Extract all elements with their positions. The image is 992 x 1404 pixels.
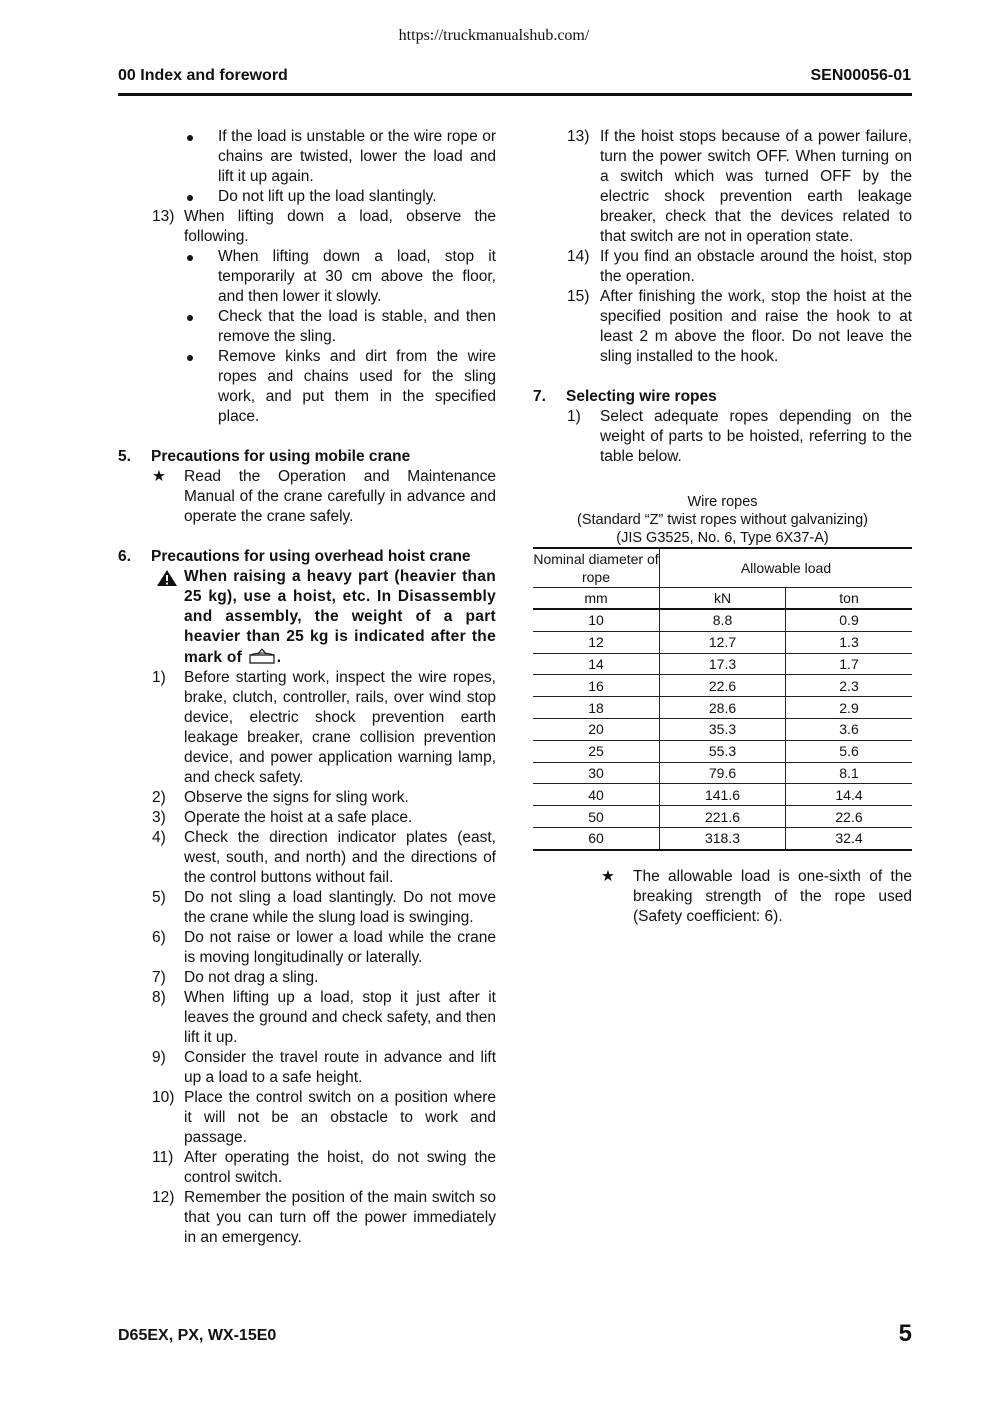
cell-ton: 3.6: [786, 718, 913, 740]
warning-item: [118, 567, 496, 668]
source-url: https://truckmanualshub.com/: [398, 27, 590, 44]
cell-ton: 22.6: [786, 806, 913, 828]
table-row: [533, 697, 912, 719]
page-number: 5: [898, 1320, 912, 1347]
table-row: [533, 609, 912, 631]
section-heading-5: [118, 447, 496, 467]
item-text: Place the control switch on a position where it will not be an obstacle to work and passage.: [184, 1089, 496, 1146]
item-number: 10): [152, 1089, 175, 1106]
item-text: If the hoist stops because of a power failure, turn the power switch OFF. When turning on a switch which was turned OFF by the electric shock prevention earth leakage breaker, check that the devices related to that switch are not in operation state.: [600, 128, 912, 245]
numbered-item: [533, 287, 912, 367]
numbered-item: [118, 1088, 496, 1148]
right-column: [533, 127, 912, 927]
table-row: [533, 784, 912, 806]
cell-kn: 141.6: [660, 784, 786, 806]
weight-mark-icon: [247, 647, 277, 665]
section-number: 7.: [533, 388, 546, 405]
left-column: [118, 127, 496, 1248]
list-item-text: When lifting down a load, stop it temporarily at 30 cm above the floor, and then lower it slowly.: [218, 248, 496, 305]
item-text: When lifting down a load, observe the following.: [184, 208, 496, 245]
cell-kn: 35.3: [660, 718, 786, 740]
numbered-item: [118, 888, 496, 928]
bullet-dot: [186, 187, 193, 207]
note-item: [118, 467, 496, 527]
cell-kn: 28.6: [660, 697, 786, 719]
cell-ton: 2.3: [786, 675, 913, 697]
list-item: [118, 247, 496, 307]
item-text: Do not sling a load slantingly. Do not move the crane while the slung load is swinging.: [184, 889, 496, 926]
cell-kn: 22.6: [660, 675, 786, 697]
warning-text-end: .: [276, 649, 282, 666]
section-title: Selecting wire ropes: [566, 388, 717, 405]
item-number: 6): [152, 929, 166, 946]
table-caption-line: (JIS G3525, No. 6, Type 6X37-A): [616, 530, 829, 546]
numbered-item: [533, 127, 912, 247]
bullet-dot: [186, 127, 193, 147]
item-text: When lifting up a load, stop it just after it leaves the ground and check safety, and then lift it up.: [184, 989, 496, 1046]
list-item-text: Do not lift up the load slantingly.: [218, 188, 437, 205]
item-text: Operate the hoist at a safe place.: [184, 809, 413, 826]
cell-ton: 0.9: [786, 609, 913, 631]
numbered-item: [118, 988, 496, 1048]
table-row: [533, 762, 912, 784]
cell-kn: 17.3: [660, 653, 786, 675]
numbered-item: [118, 1188, 496, 1248]
list-item-text: Remove kinks and dirt from the wire ropes and chains used for the sling work, and put them in the specified place.: [218, 348, 496, 425]
numbered-item: [118, 1048, 496, 1088]
item-number: 13): [152, 208, 175, 225]
table-row: [533, 740, 912, 762]
cell-diameter: 60: [533, 827, 660, 849]
cell-diameter: 10: [533, 609, 660, 631]
item-number: 9): [152, 1049, 166, 1066]
cell-kn: 55.3: [660, 740, 786, 762]
section-number: 5.: [118, 448, 131, 465]
cell-diameter: 16: [533, 675, 660, 697]
cell-diameter: 18: [533, 697, 660, 719]
item-text: Check the direction indicator plates (east, west, south, and north) and the directions of the control buttons without fail.: [184, 829, 496, 886]
numbered-item: [118, 1148, 496, 1188]
bullet-dot: [186, 307, 193, 327]
cell-ton: 1.3: [786, 631, 913, 653]
item-text: If you find an obstacle around the hoist, stop the operation.: [600, 248, 912, 285]
table-row: [533, 631, 912, 653]
list-item: [118, 127, 496, 187]
cell-diameter: 12: [533, 631, 660, 653]
numbered-item: [118, 207, 496, 247]
item-number: 11): [152, 1149, 174, 1166]
item-number: 1): [152, 669, 166, 686]
item-text: After operating the hoist, do not swing the control switch.: [184, 1149, 496, 1186]
item-text: Observe the signs for sling work.: [184, 789, 409, 806]
item-number: 15): [567, 288, 590, 305]
note-text: The allowable load is one-sixth of the breaking strength of the rope used (Safety coefficient: 6).: [633, 867, 912, 925]
cell-ton: 32.4: [786, 827, 913, 849]
section-title: Precautions for using mobile crane: [151, 448, 411, 465]
item-number: 8): [152, 989, 166, 1006]
cell-kn: 12.7: [660, 631, 786, 653]
cell-diameter: 25: [533, 740, 660, 762]
item-number: 3): [152, 809, 166, 826]
table-row: [533, 653, 912, 675]
item-text: Select adequate ropes depending on the weight of parts to be hoisted, referring to the table below.: [600, 408, 912, 465]
item-number: 5): [152, 889, 166, 906]
list-item: [118, 307, 496, 347]
section-heading-6: [118, 547, 496, 567]
list-item: [118, 187, 496, 207]
unit-ton: ton: [786, 588, 913, 610]
unit-kn: kN: [660, 588, 786, 610]
cell-diameter: 30: [533, 762, 660, 784]
item-number: 12): [152, 1189, 175, 1206]
cell-diameter: 50: [533, 806, 660, 828]
table-row: [533, 827, 912, 849]
item-number: 13): [567, 128, 590, 145]
table-header-row: [533, 548, 912, 588]
item-text: Do not raise or lower a load while the crane is moving longitudinally or laterally.: [184, 929, 496, 966]
item-number: 1): [567, 408, 581, 425]
section-title: Precautions for using overhead hoist crane: [151, 548, 471, 565]
numbered-item: [118, 668, 496, 788]
note-text: Read the Operation and Maintenance Manual of the crane carefully in advance and operate the crane safely.: [184, 468, 496, 525]
table-note: [533, 867, 912, 927]
numbered-item: [118, 928, 496, 968]
cell-ton: 14.4: [786, 784, 913, 806]
cell-ton: 8.1: [786, 762, 913, 784]
list-item-text: Check that the load is stable, and then remove the sling.: [218, 308, 496, 345]
numbered-item: [533, 407, 912, 467]
cell-ton: 2.9: [786, 697, 913, 719]
item-number: 14): [567, 248, 590, 265]
list-item-text: If the load is unstable or the wire rope or chains are twisted, lower the load and lift it up again.: [218, 128, 496, 185]
table-row: [533, 806, 912, 828]
bullet-dot: [186, 247, 193, 267]
item-text: Consider the travel route in advance and lift up a load to a safe height.: [184, 1049, 496, 1086]
item-number: 4): [152, 829, 166, 846]
table-caption-line: Wire ropes: [687, 494, 758, 510]
header-doc-number: SEN00056-01: [810, 67, 911, 84]
item-number: 2): [152, 789, 166, 806]
cell-diameter: 20: [533, 718, 660, 740]
table-unit-row: [533, 588, 912, 610]
bullet-dot: [186, 347, 193, 367]
cell-kn: 318.3: [660, 827, 786, 849]
numbered-item: [118, 828, 496, 888]
wire-rope-table: [533, 547, 912, 851]
cell-kn: 8.8: [660, 609, 786, 631]
item-text: Remember the position of the main switch so that you can turn off the power immediately in an emergency.: [184, 1189, 496, 1246]
section-number: 6.: [118, 548, 131, 565]
table-caption: [533, 493, 912, 547]
numbered-item: [118, 808, 496, 828]
table-row: [533, 718, 912, 740]
cell-diameter: 14: [533, 653, 660, 675]
cell-kn: 221.6: [660, 806, 786, 828]
warning-triangle-icon: [156, 569, 178, 587]
cell-diameter: 40: [533, 784, 660, 806]
warning-text: When raising a heavy part (heavier than 25 kg), use a hoist, etc. In Disassembly and assembly, the weight of a part heavier than 25 kg is indicated after the mark of: [184, 568, 496, 666]
table-caption-line: (Standard “Z” twist ropes without galvanizing): [577, 512, 868, 528]
numbered-item: [118, 968, 496, 988]
footer-model: D65EX, PX, WX-15E0: [118, 1327, 277, 1344]
list-item: [118, 347, 496, 427]
item-text: Do not drag a sling.: [184, 969, 319, 986]
item-text: Before starting work, inspect the wire ropes, brake, clutch, controller, rails, over wind stop device, electric shock prevention earth leakage breaker, crane collision prevention device, and power application warning lamp, and check safety.: [184, 669, 496, 786]
table-row: [533, 675, 912, 697]
unit-mm: mm: [533, 588, 660, 610]
item-text: After finishing the work, stop the hoist at the specified position and raise the hook to at least 2 m above the floor. Do not leave the sling installed to the hook.: [600, 288, 912, 365]
header-rule: [118, 93, 912, 96]
header-diameter: Nominal diameter of rope: [533, 548, 660, 588]
item-number: 7): [152, 969, 166, 986]
header-section-title: 00 Index and foreword: [118, 67, 288, 84]
numbered-item: [533, 247, 912, 287]
numbered-item: [118, 788, 496, 808]
header-allowable-load: Allowable load: [660, 548, 913, 588]
cell-ton: 1.7: [786, 653, 913, 675]
star-icon: ★: [601, 867, 615, 885]
cell-ton: 5.6: [786, 740, 913, 762]
section-heading-7: [533, 387, 912, 407]
cell-kn: 79.6: [660, 762, 786, 784]
star-icon: ★: [152, 468, 166, 485]
